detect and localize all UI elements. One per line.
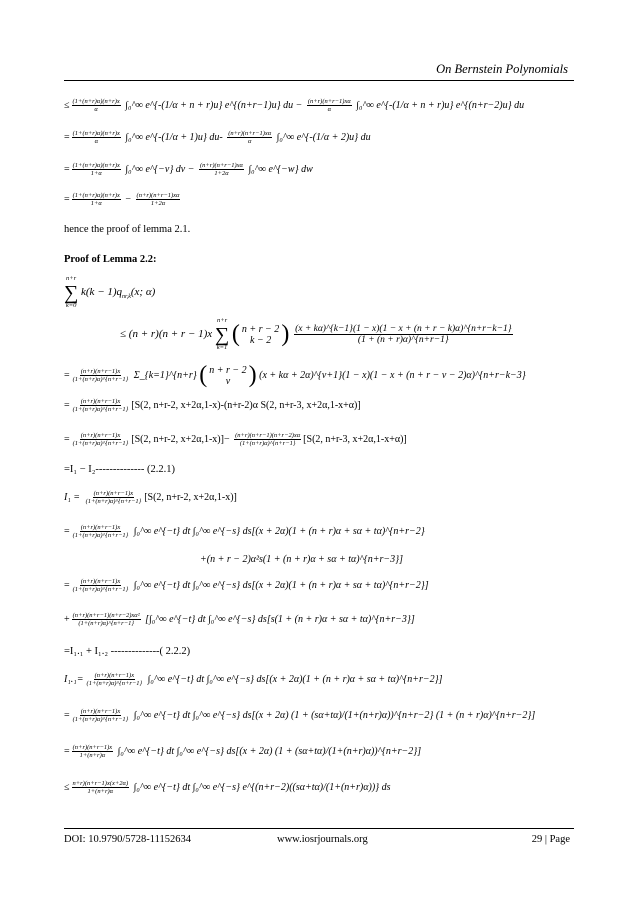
denominator: 1+α bbox=[90, 200, 102, 208]
denominator: (1 + (n + r)α)^{n+r−1} bbox=[357, 335, 449, 345]
binom-bottom: v bbox=[225, 375, 231, 387]
continuation-expression: +(n + r − 2)α²s(1 + (n + r)α + sα + tα)^{n+r−3}] bbox=[200, 554, 404, 565]
numerator: (n+r)(n+r−1)x bbox=[80, 708, 121, 715]
numerator: (x + kα)^{k−1}(1 − x)(1 − x + (n + r − k)α)^{n+r−k−1} bbox=[295, 323, 512, 334]
denominator: (1+(n+r)α)^{n+r−1} bbox=[78, 620, 134, 628]
fraction bbox=[72, 98, 121, 113]
fraction bbox=[72, 524, 130, 539]
fraction bbox=[72, 368, 130, 383]
bracket-expression: [S(2, n+r-2, x+2α,1-x)] bbox=[144, 491, 237, 503]
denominator: (1+(n+r)α)^{n+r−1} bbox=[72, 716, 129, 724]
sum-upper-limit: n+r bbox=[66, 275, 77, 282]
equation-line-3 bbox=[64, 162, 313, 177]
summation bbox=[64, 276, 78, 309]
fraction bbox=[72, 192, 121, 207]
numerator: (n+r)(n+r−1)x bbox=[80, 367, 121, 375]
section-heading: Proof of Lemma 2.2: bbox=[64, 254, 157, 265]
relation-sign: = bbox=[64, 163, 70, 175]
fraction bbox=[136, 192, 181, 207]
denominator: (1+(n+r)α)^{n+r−1} bbox=[72, 406, 129, 414]
sum-upper-limit: n+r bbox=[216, 317, 228, 324]
fraction bbox=[72, 432, 130, 447]
denominator: (1+(n+r)α)^{n+r−1} bbox=[86, 680, 143, 688]
fraction bbox=[72, 578, 130, 593]
fraction bbox=[86, 672, 144, 687]
denominator: 1+2α bbox=[214, 170, 229, 178]
integral-expression: ∫₀^∞ e^{−t} dt ∫₀^∞ e^{−s} ds[(x + 2α) (1 + (sα+tα)/(1+(n+r)α))^{n+r−2} (1 + (n + r)α)^{n+r−2}] bbox=[133, 709, 536, 721]
fraction bbox=[72, 162, 121, 177]
numerator: (n+r)(n+r−1)x bbox=[94, 672, 135, 679]
running-title: On Bernstein Polynomials bbox=[436, 62, 568, 76]
integral-expression: ∫₀^∞ e^{−t} dt ∫₀^∞ e^{−s} ds[(x + 2α) (1 + (sα+tα)/(1+(n+r)α))^{n+r−2}] bbox=[117, 745, 422, 757]
equation-line-8 bbox=[64, 432, 407, 447]
sum-body: (x + kα + 2α)^{v+1}(1 − x)(1 − x + (n + r − v − 2)α)^{n+r−k−3} bbox=[259, 369, 526, 381]
denominator: (1+(n+r)α)^{n+r−1} bbox=[85, 498, 142, 506]
numerator: (1+(n+r)α)(n+r)x bbox=[72, 192, 120, 199]
sum-statement bbox=[64, 276, 155, 309]
fraction bbox=[72, 130, 121, 145]
numerator: (1+(n+r)α)(n+r)x bbox=[72, 162, 120, 169]
integral-expression: ∫₀^∞ e^{−t} dt ∫₀^∞ e^{−s} ds[(x + 2α)(1 + (n + r)α + sα + tα)^{n+r−2} bbox=[133, 525, 425, 537]
numerator: (1+(n+r)α)(n+r)x bbox=[72, 130, 120, 137]
minus-sign: − bbox=[125, 193, 132, 205]
relation-sign: ≤ bbox=[64, 781, 70, 793]
numerator: (n+r)(n+r−1)x bbox=[80, 524, 121, 531]
binom-top: n + r − 2 bbox=[241, 323, 280, 335]
fraction bbox=[72, 398, 130, 413]
conclusion-text: hence the proof of lemma 2.1. bbox=[64, 224, 191, 235]
footer-doi: DOI: 10.9790/5728-11152634 bbox=[64, 834, 191, 845]
sigma-symbol: ∑ bbox=[64, 281, 79, 304]
equation-line-19 bbox=[64, 780, 391, 795]
numerator: (n+r)(n+r−1)xα bbox=[136, 192, 180, 199]
denominator: 1+2α bbox=[150, 200, 166, 208]
numerator: (n+r)(n+r−1)x bbox=[72, 744, 113, 751]
integral-expression: ∫₀^∞ e^{−t} dt ∫₀^∞ e^{−s} ds[(x + 2α)(1 + (n + r)α + sα + tα)^{n+r−2}] bbox=[147, 673, 443, 685]
binom-bottom: k − 2 bbox=[250, 334, 272, 346]
integral-expression: ∫₀^∞ e^{-(1/α + n + r)u} e^{(n+r−1)u} du − bbox=[125, 99, 303, 111]
fraction bbox=[294, 324, 513, 346]
equation-line-2 bbox=[64, 130, 371, 145]
denominator: α bbox=[327, 106, 332, 114]
footer-page-number: 29 | Page bbox=[531, 834, 570, 845]
relation-sign: = bbox=[64, 525, 70, 537]
relation-sign: = bbox=[64, 709, 70, 721]
numerator: (n+r)(n+r−1)xα bbox=[200, 162, 243, 169]
fraction bbox=[72, 780, 130, 795]
numerator: (n+r)(n+r−1)xα bbox=[228, 130, 272, 137]
equation-2-2-2: =I₁.₁ + I₁.₂ --------------( 2.2.2) bbox=[64, 646, 191, 657]
denominator: α bbox=[94, 138, 98, 146]
denominator: (1+(n+r)α)^{n+r−1} bbox=[72, 532, 129, 540]
bracket-expression: [S(2, n+r-2, x+2α,1-x)-(n+r-2)α S(2, n+r-3, x+2α,1-x+α)] bbox=[131, 399, 361, 411]
relation-sign: = bbox=[64, 369, 70, 381]
relation-sign: = bbox=[64, 745, 70, 757]
fraction bbox=[72, 708, 130, 723]
fraction bbox=[199, 162, 244, 177]
relation-sign: + bbox=[64, 613, 70, 625]
integral-expression: ∫₀^∞ e^{−v} dv − bbox=[125, 163, 195, 175]
integral-expression: ∫₀^∞ e^{−t} dt ∫₀^∞ e^{−s} e^{(n+r−2)((sα+tα)/(1+(n+r)α))} ds bbox=[133, 781, 391, 793]
integral-expression: ∫₀^∞ e^{-(1/α + 2)u} du bbox=[276, 131, 371, 143]
denominator: (1+(n+r)α)^{n+r−1} bbox=[72, 376, 129, 383]
inequality-line bbox=[120, 318, 515, 351]
sum-notation: Σ_{k=1}^{n+r} bbox=[133, 369, 197, 381]
denominator: (1+(n+r)α)^{n+r−1} bbox=[239, 440, 296, 448]
fraction bbox=[72, 612, 141, 627]
fraction bbox=[227, 130, 272, 145]
equation-line-16 bbox=[64, 672, 443, 687]
sum-lower-limit: k=1 bbox=[216, 343, 228, 351]
equation-line-6 bbox=[64, 362, 526, 389]
equation-2-2-1: =I₁ − I₂-------------- (2.2.1) bbox=[64, 464, 175, 475]
denominator: α bbox=[247, 138, 252, 146]
relation-sign: = bbox=[64, 433, 70, 445]
sum-lower-limit: k=0 bbox=[65, 301, 77, 309]
equation-line-11 bbox=[64, 524, 425, 539]
equation-line-1 bbox=[64, 98, 524, 113]
numerator: (1+(n+r)α)(n+r)x bbox=[72, 98, 120, 105]
equation-line-10 bbox=[64, 490, 237, 505]
equation-line-17 bbox=[64, 708, 535, 723]
numerator: n+r)(n+r−1)x(x+2α) bbox=[72, 780, 129, 787]
binomial-coefficient: ( n + r − 2 v ) bbox=[199, 362, 257, 388]
bracket-expression: [S(2, n+r-3, x+2α,1-x+α)] bbox=[303, 433, 407, 445]
inequality-prefix: ≤ (n + r)(n + r − 1)x bbox=[120, 328, 213, 341]
numerator: (n+r)(n+r−1)x bbox=[93, 490, 134, 497]
equation-line-4 bbox=[64, 192, 182, 207]
numerator: (n+r)(n+r−1)x bbox=[80, 398, 121, 405]
relation-sign: = bbox=[64, 131, 70, 143]
denominator: α bbox=[94, 106, 98, 114]
integral-expression: ∫₀^∞ e^{−w} dw bbox=[248, 163, 313, 175]
subscript: nr,k bbox=[122, 294, 131, 301]
equation-line-7 bbox=[64, 398, 361, 413]
sum-arguments: (x; α) bbox=[130, 286, 156, 299]
denominator: 1+(n+r)α bbox=[79, 752, 106, 760]
sigma-symbol: ∑ bbox=[214, 323, 230, 346]
fraction bbox=[307, 98, 352, 113]
denominator: 1+α bbox=[90, 170, 102, 178]
numerator: (n+r)(n+r−1)(n+r−2)xα bbox=[235, 432, 301, 439]
footer-website-link[interactable]: www.iosrjournals.org bbox=[277, 834, 368, 845]
equation-line-12 bbox=[200, 554, 403, 565]
lhs: I₁ = bbox=[64, 491, 81, 503]
fraction bbox=[72, 744, 114, 759]
header-rule bbox=[64, 80, 574, 81]
fraction bbox=[85, 490, 143, 505]
denominator: 1+(n+r)α bbox=[87, 788, 114, 796]
numerator: (n+r)(n+r−1)xα bbox=[307, 98, 351, 105]
equation-line-13 bbox=[64, 578, 429, 593]
denominator: (1+(n+r)α)^{n+r−1} bbox=[72, 586, 129, 594]
relation-sign: = bbox=[64, 193, 70, 205]
integral-expression: [∫₀^∞ e^{−t} dt ∫₀^∞ e^{−s} ds[s(1 + (n + r)α + sα + tα)^{n+r−3}] bbox=[145, 613, 415, 625]
relation-sign: ≤ bbox=[64, 99, 70, 111]
numerator: (n+r)(n+r−1)x bbox=[80, 578, 121, 585]
sum-term: k(k − 1)q bbox=[81, 286, 123, 299]
numerator: (n+r)(n+r−1)(n+r−2)xα² bbox=[72, 612, 140, 619]
integral-expression: ∫₀^∞ e^{−t} dt ∫₀^∞ e^{−s} ds[(x + 2α)(1 + (n + r)α + sα + tα)^{n+r−2}] bbox=[133, 579, 429, 591]
relation-sign: = bbox=[64, 399, 70, 411]
denominator: (1+(n+r)α)^{n+r−1} bbox=[72, 440, 129, 448]
bracket-expression: [S(2, n+r-2, x+2α,1-x)]− bbox=[131, 433, 230, 445]
equation-line-14 bbox=[64, 612, 415, 627]
integral-expression: ∫₀^∞ e^{-(1/α + 1)u} du- bbox=[125, 131, 223, 143]
equation-line-18 bbox=[64, 744, 421, 759]
binomial-coefficient: ( n + r − 2 k − 2 ) bbox=[231, 321, 290, 347]
binom-top: n + r − 2 bbox=[209, 364, 247, 376]
fraction bbox=[234, 432, 301, 447]
footer-rule bbox=[64, 828, 574, 829]
integral-expression: ∫₀^∞ e^{-(1/α + n + r)u} e^{(n+r−2)u} du bbox=[356, 99, 525, 111]
numerator: (n+r)(n+r−1)x bbox=[80, 432, 121, 439]
lhs: I₁.₁= bbox=[64, 673, 84, 685]
relation-sign: = bbox=[64, 579, 70, 591]
summation bbox=[215, 318, 229, 351]
